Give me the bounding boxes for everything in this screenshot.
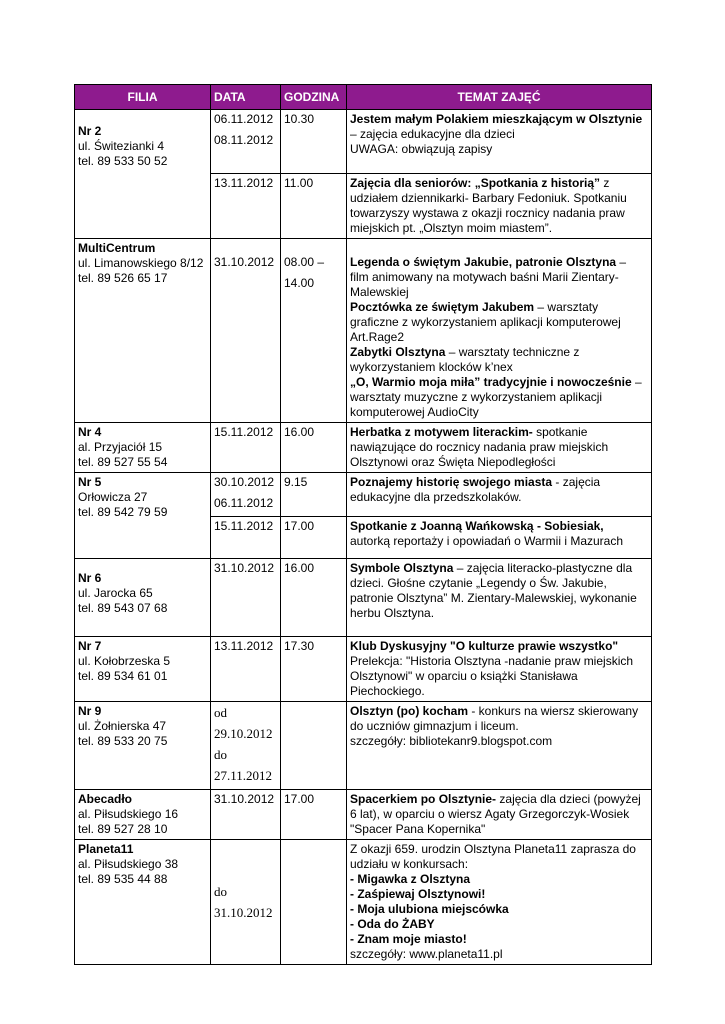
table-header-row — [75, 85, 652, 110]
topic-cell — [347, 473, 652, 517]
topic-title: Poznajemy historię swojego miasta — [350, 475, 553, 489]
event-date: 06.11.2012 — [214, 112, 274, 126]
topic-text: Prelekcja: "Historia Olsztyna -nadanie praw miejskich Olsztynowi" w oparciu o książki Stanisława Piechockiego. — [350, 654, 634, 698]
topic-cell — [347, 423, 652, 473]
branch-name: MultiCentrum — [78, 241, 156, 255]
branch-address: al. Piłsudskiego 38 — [78, 857, 179, 871]
topic-link: szczegóły: www.planeta11.pl — [350, 947, 503, 961]
branch-cell — [75, 637, 211, 702]
topic-title: „O, Warmio moja miła” tradycyjnie i nowocześnie — [350, 375, 632, 389]
topic-text: – warsztaty graficzne z wykorzystaniem aplikacji komputerowej Art.Rage2 — [350, 300, 621, 344]
time-cell: 10.30 — [281, 110, 347, 174]
branch-cell — [75, 790, 211, 840]
header-temat: TEMAT ZAJĘĆ — [347, 85, 652, 110]
topic-cell — [347, 174, 652, 239]
topic-cell — [347, 840, 652, 965]
topic-title: Pocztówka ze świętym Jakubem — [350, 300, 535, 314]
date-to-label: do — [214, 884, 227, 899]
topic-title: Symbole Olsztyna — [350, 561, 454, 575]
branch-phone: tel. 89 543 07 68 — [78, 601, 168, 615]
branch-phone: tel. 89 527 28 10 — [78, 822, 168, 836]
branch-name: Nr 7 — [78, 639, 102, 653]
table-row — [75, 473, 652, 517]
date-cell: 15.11.2012 — [211, 423, 281, 473]
branch-phone: tel. 89 535 44 88 — [78, 872, 168, 886]
topic-text: - zajęcia edukacyjne dla przedszkolaków. — [350, 475, 601, 504]
date-cell — [211, 840, 281, 965]
event-date: 30.10.2012 — [214, 475, 275, 489]
contest-item: - Moja ulubiona miejscówka — [350, 902, 509, 916]
topic-cell — [347, 790, 652, 840]
topic-item — [350, 375, 648, 420]
branch-address: al. Piłsudskiego 16 — [78, 807, 179, 821]
topic-cell — [347, 110, 652, 174]
topic-text: autorką reportaży i opowiadań o Warmii i Mazurach — [350, 534, 624, 548]
topic-title: Zajęcia dla seniorów: „Spotkania z historią” — [350, 176, 601, 190]
branch-cell — [75, 239, 211, 423]
header-godzina: GODZINA — [281, 85, 347, 110]
time-cell: 11.00 — [281, 174, 347, 239]
contest-item: - Oda do ŻABY — [350, 917, 435, 931]
branch-phone: tel. 89 542 79 59 — [78, 505, 168, 519]
date-cell — [211, 702, 281, 790]
branch-address: Orłowicza 27 — [78, 490, 148, 504]
time-to: 14.00 — [284, 276, 315, 290]
branch-name: Nr 4 — [78, 425, 102, 439]
topic-item — [350, 255, 648, 300]
branch-phone: tel. 89 533 50 52 — [78, 154, 168, 168]
contest-item: - Migawka z Olsztyna — [350, 872, 471, 886]
events-table — [74, 84, 652, 965]
table-row — [75, 559, 652, 637]
table-row — [75, 702, 652, 790]
table-row — [75, 840, 652, 965]
branch-name: Abecadło — [78, 792, 133, 806]
topic-text: - konkurs na wiersz skierowany do uczniów gimnazjum i liceum. — [350, 704, 639, 733]
branch-cell — [75, 473, 211, 559]
table-row — [75, 790, 652, 840]
date-cell: 13.11.2012 — [211, 637, 281, 702]
event-date: 08.11.2012 — [214, 133, 274, 147]
date-cell: 13.11.2012 — [211, 174, 281, 239]
topic-link: szczegóły: bibliotekanr9.blogspot.com — [350, 734, 553, 748]
branch-phone: tel. 89 534 61 01 — [78, 669, 168, 683]
topic-title: Spotkanie z Joanną Wańkowską - Sobiesiak, — [350, 519, 604, 533]
topic-text: – zajęcia literacko-plastyczne dla dzieci. Głośne czytanie „Legendy o Św. Jakubie, patronie Olsztyna” M. Zientary-Malewskiej, wykonanie herbu Olsztyna. — [350, 561, 637, 620]
branch-cell — [75, 559, 211, 637]
time-cell — [281, 702, 347, 790]
topic-intro: Z okazji 659. urodzin Olsztyna Planeta11 zaprasza do udziału w konkursach: — [350, 842, 636, 871]
topic-cell — [347, 702, 652, 790]
time-cell: 17.30 — [281, 637, 347, 702]
topic-title: Olsztyn (po) kocham — [350, 704, 469, 718]
date-from-label: od — [214, 705, 227, 720]
topic-title: Jestem małym Polakiem mieszkającym w Olsztynie — [350, 112, 643, 126]
branch-phone: tel. 89 527 55 54 — [78, 455, 168, 469]
topic-title: Zabytki Olsztyna — [350, 345, 446, 359]
topic-text: – zajęcia edukacyjne dla dzieci — [350, 127, 515, 141]
table-row — [75, 110, 652, 174]
topic-text: z udziałem dziennikarki- Barbary Fedoniuk. Spotkaniu towarzyszy wystawa z okazji rocznicy nadania praw miejskich pt. „Olsztyn moim miastem”. — [350, 176, 627, 235]
branch-cell — [75, 110, 211, 239]
branch-name: Planeta11 — [78, 842, 134, 856]
branch-name: Nr 6 — [78, 571, 102, 585]
topic-cell — [347, 559, 652, 637]
date-cell — [211, 110, 281, 174]
topic-title: Legenda o świętym Jakubie, patronie Olsztyna — [350, 255, 617, 269]
branch-cell — [75, 423, 211, 473]
topic-item — [350, 300, 648, 345]
branch-address: al. Przyjaciół 15 — [78, 440, 163, 454]
topic-text: – warsztaty muzyczne z wykorzystaniem aplikacji komputerowej AudioCity — [350, 375, 642, 419]
branch-address: ul. Żołnierska 47 — [78, 719, 167, 733]
topic-text: spotkanie nawiązujące do rocznicy nadania praw miejskich Olsztynowi oraz Święta Niepodległości — [350, 425, 609, 469]
topic-title: Herbatka z motywem literackim- — [350, 425, 533, 439]
topic-cell — [347, 637, 652, 702]
time-cell: 16.00 — [281, 559, 347, 637]
topic-note: UWAGA: obwiązują zapisy — [350, 142, 493, 156]
topic-item — [350, 345, 648, 375]
date-cell — [211, 473, 281, 517]
branch-cell — [75, 702, 211, 790]
time-cell — [281, 239, 347, 423]
date-to-label: do — [214, 747, 227, 762]
header-filia: FILIA — [75, 85, 211, 110]
branch-phone: tel. 89 533 20 75 — [78, 734, 168, 748]
branch-name: Nr 9 — [78, 704, 102, 718]
branch-cell — [75, 840, 211, 965]
topic-cell — [347, 239, 652, 423]
event-date: 29.10.2012 — [214, 726, 273, 741]
time-cell: 9.15 — [281, 473, 347, 517]
topic-text: zajęcia dla dzieci (powyżej 6 lat), w oparciu o wiersz Agaty Grzegorczyk-Wosiek "Spacer Pana Kopernika" — [350, 792, 641, 836]
branch-address: ul. Limanowskiego 8/12 — [78, 256, 204, 270]
time-cell — [281, 840, 347, 965]
topic-title: Spacerkiem po Olsztynie- — [350, 792, 497, 806]
date-cell: 15.11.2012 — [211, 517, 281, 559]
table-row — [75, 637, 652, 702]
topic-text: – warsztaty techniczne z wykorzystaniem klocków k’nex — [350, 345, 580, 374]
contest-item: - Znam moje miasto! — [350, 932, 467, 946]
topic-text: – film animowany na motywach baśni Marii Zientary-Malewskiej — [350, 255, 627, 299]
branch-name: Nr 5 — [78, 475, 102, 489]
topic-title: Klub Dyskusyjny "O kulturze prawie wszystko" — [350, 639, 619, 653]
date-cell: 31.10.2012 — [211, 790, 281, 840]
branch-address: ul. Kołobrzeska 5 — [78, 654, 171, 668]
table-row — [75, 423, 652, 473]
event-date: 27.11.2012 — [214, 768, 273, 783]
event-date: 06.11.2012 — [214, 496, 274, 510]
date-cell: 31.10.2012 — [211, 239, 281, 423]
time-from: 08.00 – — [284, 255, 325, 269]
time-cell: 17.00 — [281, 790, 347, 840]
time-cell: 17.00 — [281, 517, 347, 559]
branch-phone: tel. 89 526 65 17 — [78, 271, 168, 285]
time-cell: 16.00 — [281, 423, 347, 473]
topic-cell — [347, 517, 652, 559]
branch-address: ul. Jarocka 65 — [78, 586, 153, 600]
branch-name: Nr 2 — [78, 124, 102, 138]
table-row — [75, 239, 652, 423]
header-data: DATA — [211, 85, 281, 110]
contest-item: - Zaśpiewaj Olsztynowi! — [350, 887, 486, 901]
event-date: 31.10.2012 — [214, 905, 273, 920]
date-cell: 31.10.2012 — [211, 559, 281, 637]
branch-address: ul. Świtezianki 4 — [78, 139, 165, 153]
